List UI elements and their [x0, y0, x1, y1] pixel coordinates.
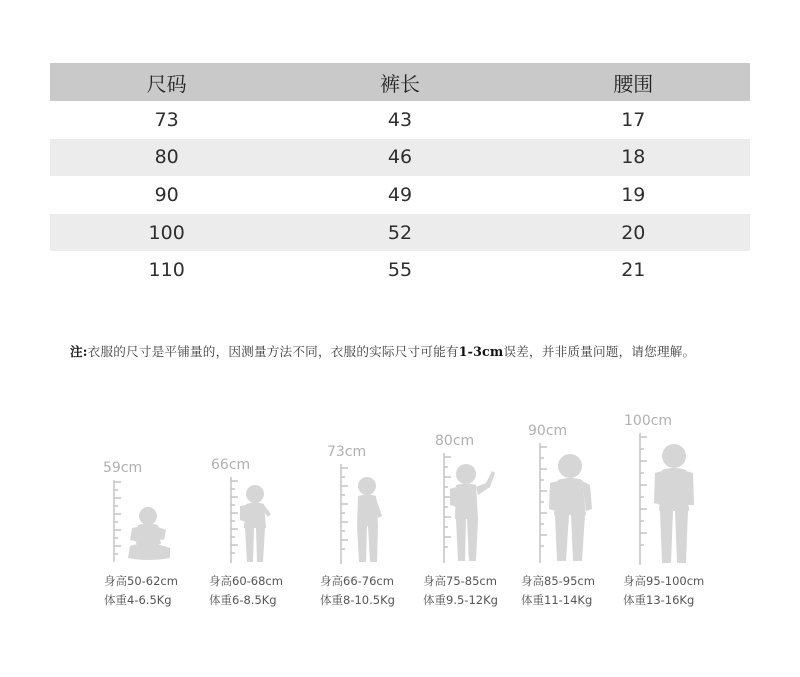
cell-pants-length: 46: [387, 146, 413, 169]
weight-range: 体重9.5-12Kg: [423, 593, 498, 607]
cell-pants-length: 52: [387, 221, 413, 244]
note-prefix: 注:: [70, 344, 88, 359]
cell-pants-length: 55: [387, 259, 413, 282]
height-label: 73cm: [327, 444, 367, 460]
weight-range: 体重11-14Kg: [521, 593, 593, 607]
cell-waist: 21: [621, 259, 646, 282]
note-text-after: 误差，并非质量问题，请您理解。: [503, 344, 696, 359]
height-range: 身高75-85cm: [423, 574, 497, 588]
header-pants-length: 裤长: [379, 71, 420, 96]
height-label: 100cm: [624, 413, 673, 429]
table-row: [50, 251, 750, 289]
header-waist: 腰围: [613, 71, 654, 96]
waving-child-icon: [450, 463, 496, 563]
weight-range: 体重13-16Kg: [623, 593, 695, 607]
size-table: [50, 63, 750, 289]
table-header-row: [50, 63, 750, 101]
height-label: 80cm: [435, 433, 475, 449]
height-ruler-icon: [112, 480, 126, 562]
note-error-range: 1-3cm: [458, 344, 504, 359]
height-range: 身高66-76cm: [320, 574, 394, 588]
cell-waist: 20: [621, 221, 646, 244]
height-ruler-icon: [638, 433, 652, 565]
child-icon: [351, 476, 385, 564]
weight-range: 体重8-10.5Kg: [320, 593, 395, 607]
cell-waist: 18: [621, 146, 646, 169]
height-label: 66cm: [211, 457, 251, 473]
table-row: [50, 101, 750, 139]
cell-waist: 19: [621, 183, 646, 206]
height-label: 90cm: [528, 423, 568, 439]
height-range: 身高85-95cm: [521, 574, 595, 588]
cell-size: 110: [148, 259, 185, 282]
height-range: 身高60-68cm: [209, 574, 283, 588]
weight-range: 体重6-8.5Kg: [209, 593, 277, 607]
child-icon: [546, 453, 596, 565]
cell-size: 100: [148, 221, 185, 244]
cell-size: 73: [154, 108, 179, 131]
cell-size: 90: [154, 183, 179, 206]
measurement-note: [70, 341, 770, 360]
table-row: [50, 214, 750, 252]
height-range: 身高50-62cm: [104, 574, 178, 588]
height-label: 59cm: [103, 460, 143, 476]
height-range: 身高95-100cm: [623, 574, 705, 588]
header-size: 尺码: [146, 71, 187, 96]
cell-pants-length: 49: [387, 183, 413, 206]
toddler-icon: [238, 484, 272, 564]
table-row: [50, 139, 750, 177]
tall-child-icon: [652, 443, 696, 567]
weight-range: 体重4-6.5Kg: [104, 593, 172, 607]
cell-waist: 17: [621, 108, 646, 131]
height-chart: [0, 400, 800, 630]
cell-size: 80: [154, 146, 179, 169]
sitting-baby-icon: [126, 506, 172, 564]
note-text-before: 衣服的尺寸是平铺量的，因测量方法不同，衣服的实际尺寸可能有: [87, 344, 459, 359]
cell-pants-length: 43: [387, 108, 413, 131]
table-row: [50, 176, 750, 214]
